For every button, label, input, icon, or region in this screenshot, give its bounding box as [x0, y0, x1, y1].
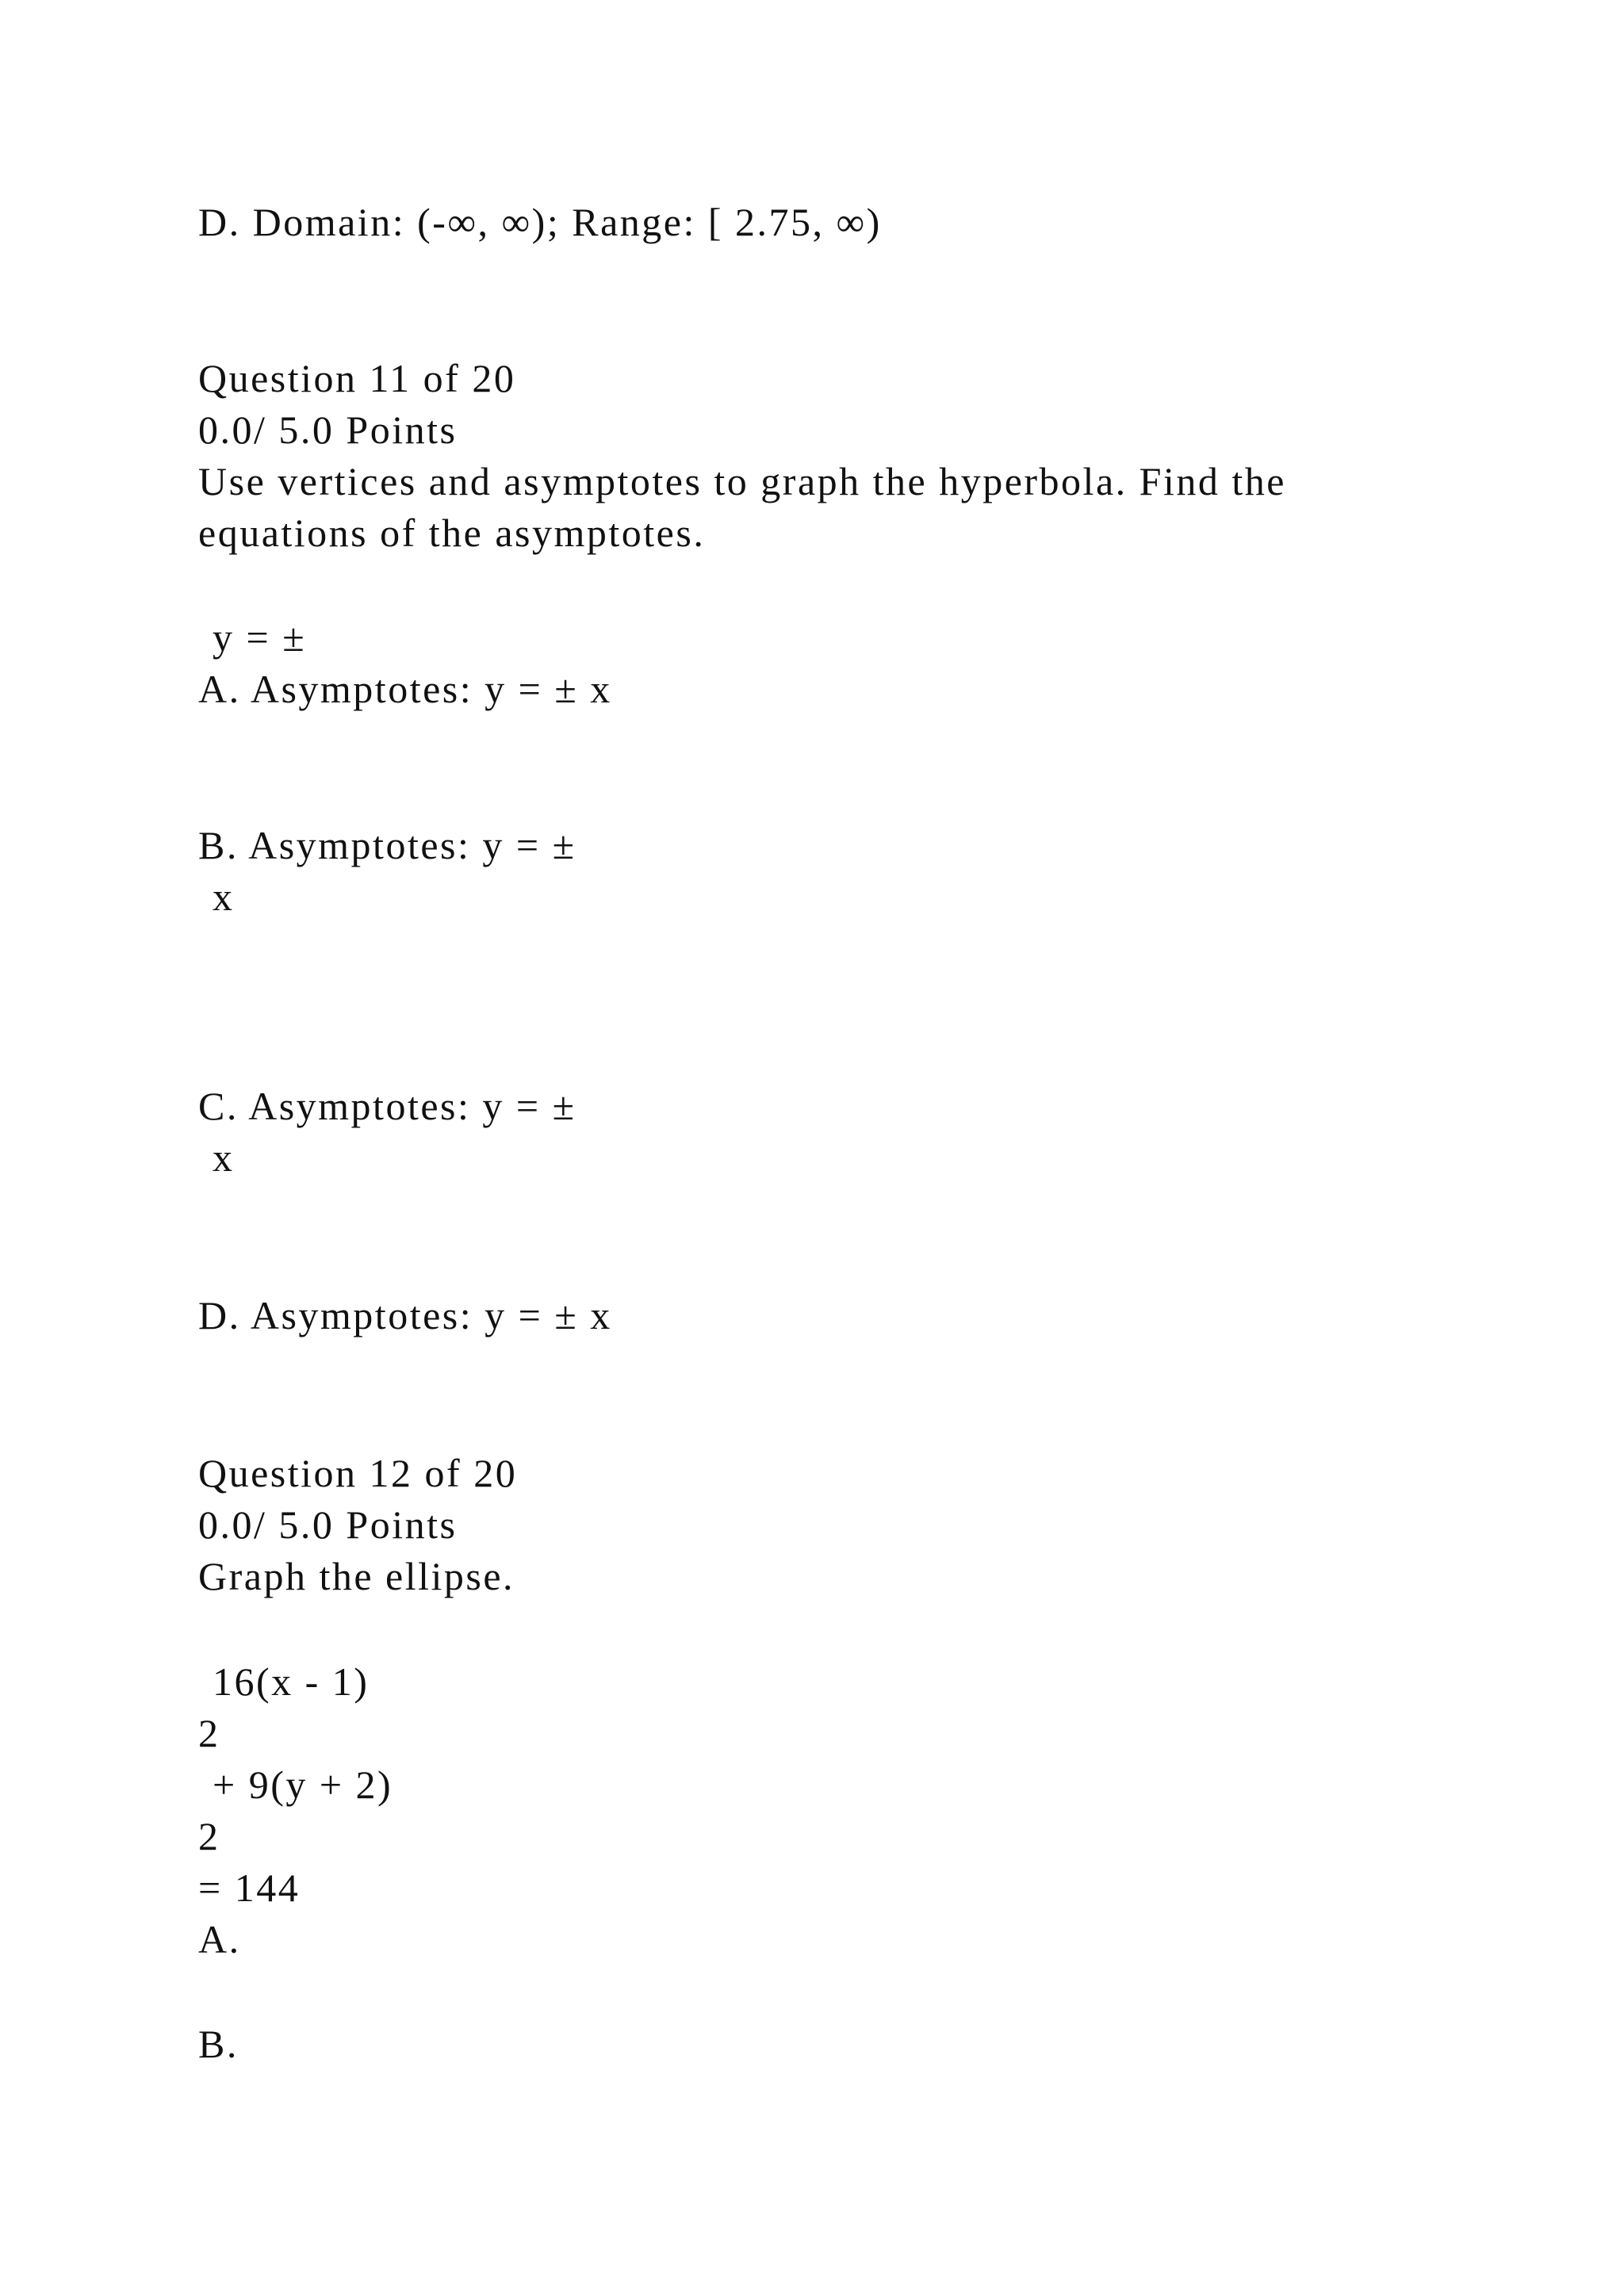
question-11-option-c-continuation: x — [213, 1135, 235, 1180]
question-12-equation-line-2: + 9(y + 2) — [213, 1762, 393, 1807]
question-12-header: Question 12 of 20 — [198, 1451, 518, 1495]
question-12-option-a[interactable]: A. — [198, 1917, 241, 1961]
previous-answer-option-d: D. Domain: (-∞, ∞); Range: [ 2.75, ∞) — [198, 200, 882, 244]
question-11-header: Question 11 of 20 — [198, 356, 516, 400]
question-12-option-b[interactable]: B. — [198, 2022, 239, 2066]
question-11-prompt-line-1: Use vertices and asymptotes to graph the hyperbola. Find the — [198, 459, 1286, 503]
question-11-equation-fragment: y = ± — [213, 615, 307, 660]
question-12-equation-line-1: 16(x - 1) — [213, 1659, 370, 1704]
question-11-option-b-continuation: x — [213, 874, 235, 919]
question-11-option-b[interactable]: B. Asymptotes: y = ± — [198, 823, 576, 867]
question-11-option-a[interactable]: A. Asymptotes: y = ± x — [198, 667, 612, 711]
question-11-option-d[interactable]: D. Asymptotes: y = ± x — [198, 1293, 612, 1337]
question-11-option-c[interactable]: C. Asymptotes: y = ± — [198, 1084, 576, 1128]
question-12-equation-exponent-2: 2 — [198, 1814, 220, 1858]
question-12-equation-line-3: = 144 — [198, 1866, 301, 1910]
question-11-prompt-line-2: equations of the asymptotes. — [198, 511, 706, 555]
question-12-points: 0.0/ 5.0 Points — [198, 1502, 458, 1547]
question-11-points: 0.0/ 5.0 Points — [198, 408, 458, 452]
question-12-prompt: Graph the ellipse. — [198, 1554, 515, 1598]
question-12-equation-exponent-1: 2 — [198, 1711, 220, 1755]
